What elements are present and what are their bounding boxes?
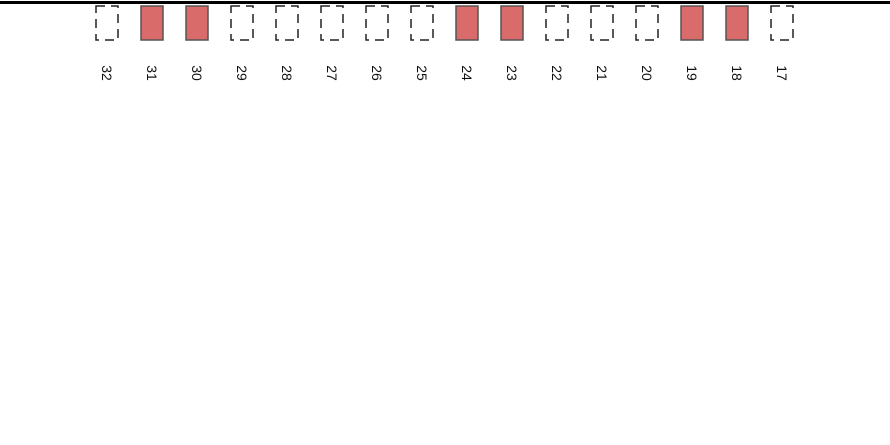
tooth-box-empty[interactable] — [96, 6, 118, 40]
tooth-17[interactable] — [771, 6, 793, 81]
tooth-number-label: 20 — [639, 65, 655, 81]
tooth-22[interactable] — [546, 6, 568, 81]
tooth-box-empty[interactable] — [546, 6, 568, 40]
tooth-box-empty[interactable] — [276, 6, 298, 40]
tooth-number-label: 25 — [414, 65, 430, 81]
tooth-number-label: 19 — [684, 65, 700, 81]
tooth-number-label: 32 — [99, 65, 115, 81]
tooth-box-marked[interactable] — [681, 6, 703, 40]
tooth-number-label: 28 — [279, 65, 295, 81]
tooth-number-label: 31 — [144, 65, 160, 81]
tooth-19[interactable] — [681, 6, 703, 81]
tooth-26[interactable] — [366, 6, 388, 81]
tooth-number-label: 21 — [594, 65, 610, 81]
tooth-box-marked[interactable] — [456, 6, 478, 40]
tooth-box-marked[interactable] — [141, 6, 163, 40]
tooth-number-label: 29 — [234, 65, 250, 81]
tooth-box-empty[interactable] — [321, 6, 343, 40]
tooth-29[interactable] — [231, 6, 253, 81]
tooth-box-marked[interactable] — [501, 6, 523, 40]
tooth-box-marked[interactable] — [726, 6, 748, 40]
tooth-20[interactable] — [636, 6, 658, 81]
tooth-box-empty[interactable] — [771, 6, 793, 40]
tooth-18[interactable] — [726, 6, 748, 81]
tooth-number-label: 26 — [369, 65, 385, 81]
tooth-number-label: 30 — [189, 65, 205, 81]
teeth-group — [96, 6, 793, 81]
tooth-box-marked[interactable] — [186, 6, 208, 40]
tooth-28[interactable] — [276, 6, 298, 81]
tooth-number-label: 22 — [549, 65, 565, 81]
tooth-24[interactable] — [456, 6, 478, 81]
tooth-number-label: 18 — [729, 65, 745, 81]
tooth-30[interactable] — [186, 6, 208, 81]
tooth-number-label: 23 — [504, 65, 520, 81]
tooth-23[interactable] — [501, 6, 523, 81]
tooth-21[interactable] — [591, 6, 613, 81]
tooth-27[interactable] — [321, 6, 343, 81]
tooth-25[interactable] — [411, 6, 433, 81]
tooth-box-empty[interactable] — [591, 6, 613, 40]
tooth-box-empty[interactable] — [411, 6, 433, 40]
tooth-box-empty[interactable] — [366, 6, 388, 40]
tooth-number-label: 24 — [459, 65, 475, 81]
tooth-box-empty[interactable] — [231, 6, 253, 40]
tooth-number-label: 27 — [324, 65, 340, 81]
tooth-32[interactable] — [96, 6, 118, 81]
tooth-31[interactable] — [141, 6, 163, 81]
tooth-box-empty[interactable] — [636, 6, 658, 40]
tooth-number-label: 17 — [774, 65, 790, 81]
